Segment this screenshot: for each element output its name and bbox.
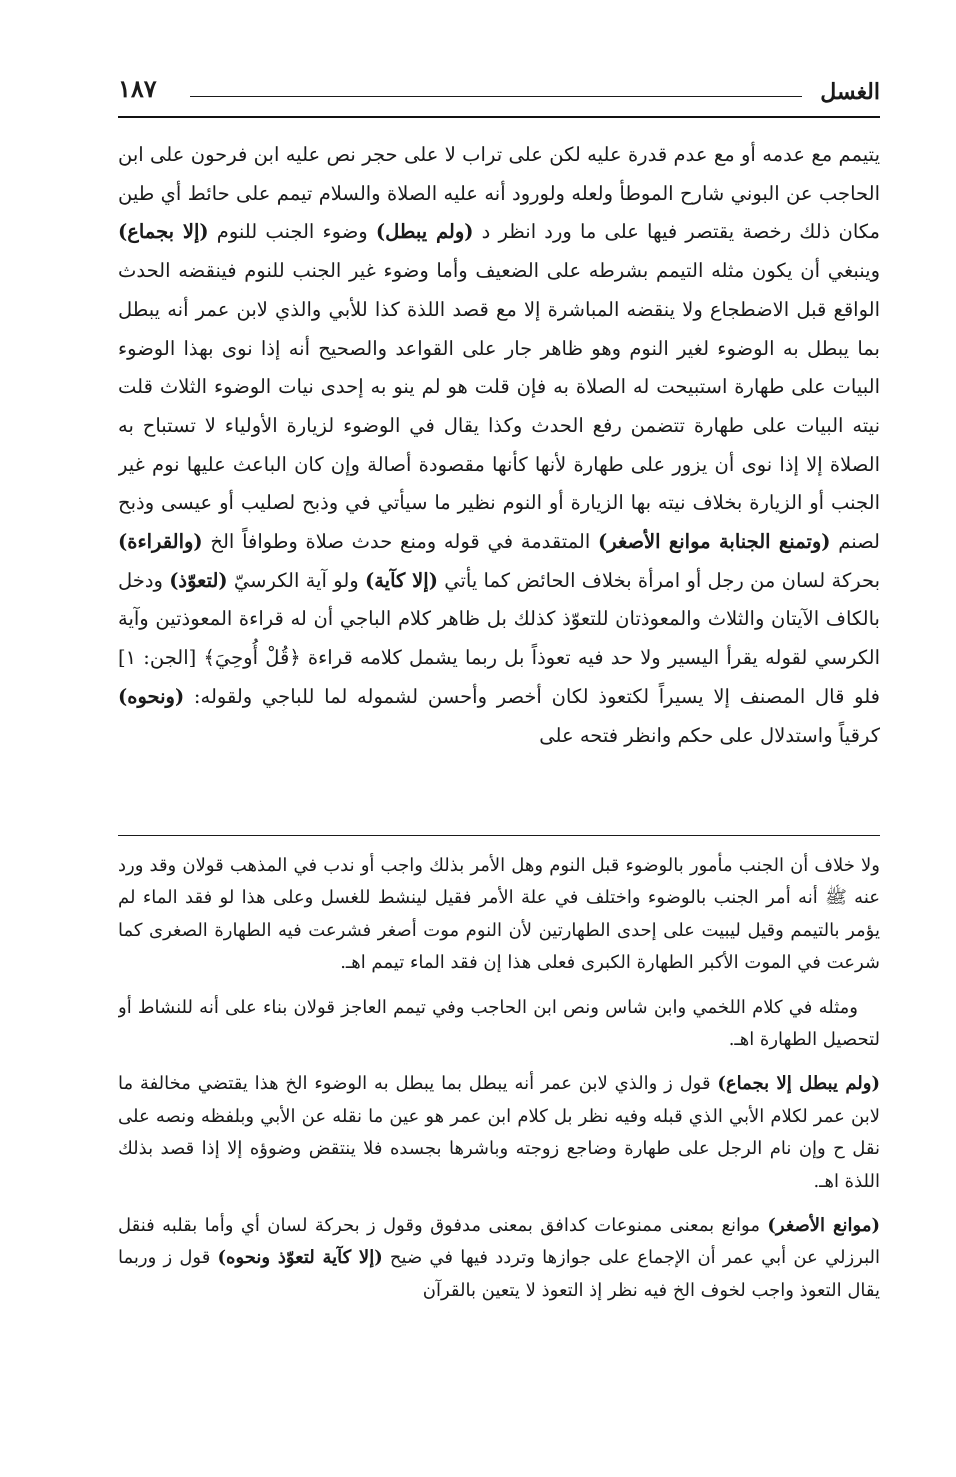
text-segment: وضوء الجنب للنوم: [208, 220, 376, 244]
text-segment: بحركة لسان من رجل أو امرأة بخلاف الحائض كما يأتي: [437, 568, 880, 592]
footnote-paragraph: [118, 1210, 880, 1307]
text-segment: ولو آية الكرسيّ: [227, 568, 365, 592]
chapter-title: الغسل: [820, 79, 880, 105]
running-header: [118, 72, 880, 112]
bold-term: (والقراءة): [118, 530, 203, 554]
footnote-lemma: (ولم يبطل إلا بجماع): [717, 1073, 880, 1095]
bold-term: (ولم يبطل): [375, 220, 474, 244]
bold-term: (لتعوّذ): [169, 568, 228, 592]
footnote-text: قول ز وربما يقال التعوذ واجب لخوف الخ فيه نظر إذ التعوذ لا يتعين بالقرآن: [118, 1247, 880, 1301]
book-page: [118, 72, 880, 1432]
bold-term: (إلا كآية): [364, 568, 438, 592]
text-segment: كرقياً واستدلال على حكم وانظر فتحه على: [539, 723, 880, 747]
footnote-lemma: (إلا كآية لتعوّذ ونحوه): [217, 1247, 383, 1269]
bold-term: (ونحوه): [118, 684, 185, 708]
footnote-text: ولا خلاف أن الجنب مأمور بالوضوء قبل النوم وهل الأمر بذلك واجب أو ندب في المذهب قولان وقد ورد عنه ﷺ أنه أمر الجنب بالوضوء واختلف في علة الأمر فقيل لينشط للغسل وعلى هذا لو فقد الماء لم يؤمر بالتيمم وقيل ليبيت على إحدى الطهارتين لأن النوم موت أصغر فشرعت فيه الطهارة الصغرى كما شرعت في الموت الأكبر الطهارة الكبرى فعلى هذا إن فقد الماء تيمم اهـ.: [118, 855, 880, 974]
bold-term: (إلا بجماع): [118, 220, 209, 244]
footnote-text: ومثله في كلام اللخمي وابن شاس ونص ابن الحاجب وفي تيمم العاجز قولان بناء على أنه للنشاط أو لتحصيل الطهارة اهـ.: [118, 996, 880, 1051]
footnote-text: قول ز والذي لابن عمر أنه يبطل بما يبطل به الوضوء الخ هذا يقتضي مخالفة ما لابن عمر لكلام الأبي الذي قبله وفيه نظر بل كلام ابن عمر هو عين ما نقله عن الأبي وبلفظه ونصه على نقل ح وإن نام الرجل على طهارة وضاجع زوجته وباشرها بجسده فلا ينتقض وضوؤه إلا إذا قصد بذلك اللذة اهـ.: [118, 1073, 880, 1192]
bold-term: (وتمنع الجنابة موانع الأصغر): [598, 530, 831, 554]
footnote-text: موانع بمعنى ممنوعات كدافق بمعنى مدفوق وقول ز بحركة لسان أي وأما بقلبه فنقل البرزلي عن أبي عمر أن الإجماع على جوازها وتردد فيها في ضيح: [118, 1215, 880, 1269]
footnote-paragraph: [118, 992, 880, 1057]
page-number: ١٨٧: [118, 74, 157, 103]
text-segment: المتقدمة في قوله ومنع حدث صلاة وطوافاً الخ: [202, 530, 599, 554]
main-text: [118, 136, 880, 892]
footnotes: [118, 850, 880, 1410]
header-line: [190, 96, 802, 97]
text-segment: يتيمم مع عدمه أو مع عدم قدرة عليه لكن على تراب لا على حجر نص عليه ابن فرحون على ابن الحاجب عن البوني شارح الموطأ ولعله ولورود أنه عليه الصلاة والسلام تيمم على حائط أي طين مكان ذلك رخصة يقتصر فيها على ما ورد انظر د: [118, 143, 880, 244]
footnote-lemma: (موانع الأصغر): [767, 1215, 880, 1237]
footnote-paragraph: [118, 1068, 880, 1198]
main-paragraph: [118, 136, 880, 755]
text-segment: ودخل بالكاف الآيتان والثلاث والمعوذتان للتعوّذ كذلك بل ظاهر كلام الباجي أن له قراءة المعوذتين وآية الكرسي لقوله يقرأ اليسير ولا حد فيه تعوذاً بل ربما يشمل كلامه قراءة ﴿قُلْ أُوحِيَ﴾ [الجن: ١] فلو قال المصنف إلا يسيراً لكتعوذ لكان أخصر وأحسن لشموله لما للباجي ولقوله:: [118, 568, 880, 708]
footnote-separator: [118, 835, 880, 836]
text-segment: وينبغي أن يكون مثله التيمم بشرطه على الضعيف وأما وضوء غير الجنب للنوم فينقضه الحدث الواقع قبل الاضطجاع ولا ينقضه المباشرة إلا مع قصد اللذة كذا للأبي والذي لابن عمر أنه يبطل بما يبطل به الوضوء لغير النوم وهو ظاهر جار على القواعد والصحيح أنه إذا نوى بهذا الوضوء البيات على طهارة استبيحت له الصلاة به فإن قلت هو لم ينو به إحدى نيات الوضوء الثلاث قلت نيته البيات على طهارة تتضمن رفع الحدث وكذا يقال في الوضوء لزيارة الأولياء لا تستباح به الصلاة إلا إذا نوى أن يزور على طهارة لأنها كأنها مقصودة أصالة وإن كان الباعث عليها نوم غير الجنب أو الزيارة بخلاف نيته بها الزيارة أو النوم نظير ما سيأتي في وذبح لصليب أو عيسى وذبح لصنم: [118, 259, 880, 554]
header-rule: [118, 116, 880, 118]
footnote-paragraph: [118, 850, 880, 980]
